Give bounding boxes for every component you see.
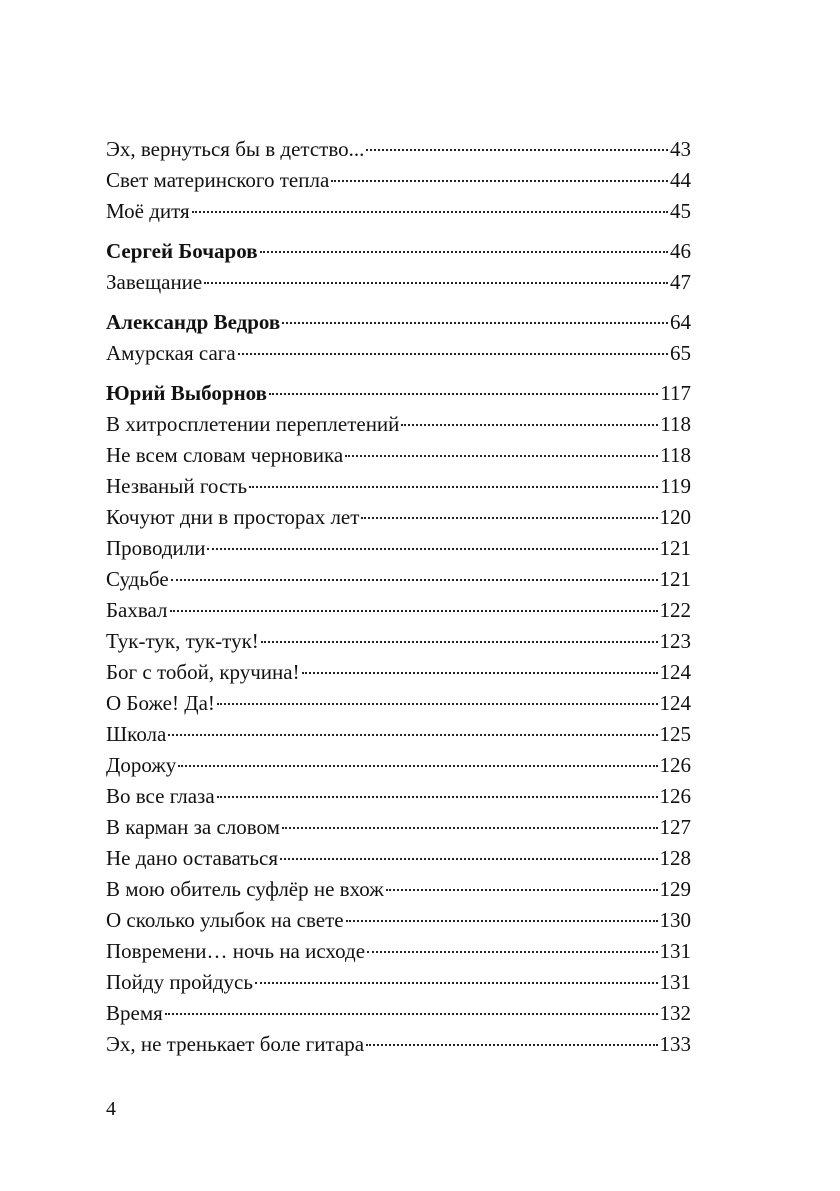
dot-leader: [204, 281, 668, 284]
dot-leader: [178, 764, 657, 767]
toc-page-number: 44: [670, 168, 691, 192]
toc-entry: [106, 843, 691, 874]
dot-leader: [366, 148, 668, 151]
dot-leader: [238, 352, 668, 355]
toc-page-number: 133: [659, 1032, 691, 1056]
toc-page-number: 117: [660, 381, 691, 405]
toc-entry-title: О сколько улыбок на свете: [106, 908, 344, 932]
toc-entry-title: Бахвал: [106, 598, 168, 622]
toc-entry-title: В мою обитель суфлёр не вхож: [106, 877, 384, 901]
dot-leader: [171, 578, 658, 581]
toc-entry: [106, 998, 691, 1029]
toc-entry: [106, 750, 691, 781]
toc-author-name: Сергей Бочаров: [106, 239, 258, 263]
toc-page-number: 124: [659, 660, 691, 684]
toc-entry: [106, 1029, 691, 1060]
toc-page-number: 131: [659, 970, 691, 994]
toc-entry: [106, 134, 691, 165]
dot-leader: [282, 826, 658, 829]
toc-page-number: 65: [670, 341, 691, 365]
dot-leader: [217, 702, 658, 705]
toc-entry-title: Не дано оставаться: [106, 846, 278, 870]
dot-leader: [386, 888, 658, 891]
toc-entry: [106, 595, 691, 626]
toc-entry-title: Проводили: [106, 536, 206, 560]
dot-leader: [165, 1012, 658, 1015]
toc-page-number: 127: [659, 815, 691, 839]
toc-entry: [106, 564, 691, 595]
dot-leader: [282, 321, 668, 324]
dot-leader: [249, 485, 658, 488]
toc-entry: [106, 440, 691, 471]
dot-leader: [302, 671, 658, 674]
toc-entry: [106, 533, 691, 564]
dot-leader: [401, 423, 658, 426]
toc-entry: [106, 338, 691, 369]
toc-page-number: 45: [670, 199, 691, 223]
toc-author-name: Юрий Выборнов: [106, 381, 267, 405]
toc-entry: [106, 196, 691, 227]
dot-leader: [217, 795, 658, 798]
dot-leader: [280, 857, 658, 860]
toc-entry: [106, 688, 691, 719]
dot-leader: [346, 919, 658, 922]
toc-page-number: 129: [659, 877, 691, 901]
dot-leader: [260, 250, 668, 253]
toc-entry: [106, 781, 691, 812]
toc-entry: [106, 657, 691, 688]
toc-page-number: 46: [670, 239, 691, 263]
toc-entry-title: В хитросплетении переплетений: [106, 412, 400, 436]
toc-entry: [106, 626, 691, 657]
toc-page-number: 120: [659, 505, 691, 529]
toc-page-number: 130: [659, 908, 691, 932]
toc-page-number: 47: [670, 270, 691, 294]
toc-entry: [106, 267, 691, 298]
toc-entry-title: Тук-тук, тук-тук!: [106, 629, 259, 653]
dot-leader: [331, 179, 668, 182]
toc-entry: [106, 165, 691, 196]
toc-entry: [106, 936, 691, 967]
dot-leader: [255, 981, 658, 984]
toc-entry-title: Моё дитя: [106, 199, 190, 223]
toc-page-number: 131: [659, 939, 691, 963]
toc-entry: [106, 812, 691, 843]
toc-entry-title: Эх, не тренькает боле гитара: [106, 1032, 365, 1056]
toc-page-number: 121: [659, 567, 691, 591]
toc-page-number: 43: [670, 137, 691, 161]
toc-page-number: 128: [659, 846, 691, 870]
toc-page-number: 132: [659, 1001, 691, 1025]
toc-page-number: 118: [660, 443, 691, 467]
toc-entry: [106, 409, 691, 440]
toc-entry-title: Бог с тобой, кручина!: [106, 660, 300, 684]
toc-entry-title: Судьбе: [106, 567, 169, 591]
toc-entry-title: Свет материнского тепла: [106, 168, 330, 192]
toc-page-number: 64: [670, 310, 691, 334]
toc-entry: [106, 967, 691, 998]
dot-leader: [367, 950, 657, 953]
toc-entry: [106, 719, 691, 750]
toc-entry-title: Завещание: [106, 270, 203, 294]
toc-entry-title: Повремени… ночь на исходе: [106, 939, 366, 963]
toc-page-number: 122: [659, 598, 691, 622]
toc-entry-title: Время: [106, 1001, 163, 1025]
dot-leader: [170, 609, 658, 612]
dot-leader: [261, 640, 658, 643]
toc-entry-title: О Боже! Да!: [106, 691, 215, 715]
toc-page-number: 123: [659, 629, 691, 653]
dot-leader: [269, 392, 658, 395]
toc-entry-title: Эх, вернуться бы в детство...: [106, 137, 365, 161]
toc-entry: [106, 471, 691, 502]
page-number: 4: [106, 1098, 116, 1120]
toc-entry-title: Незваный гость: [106, 474, 248, 498]
toc-author-name: Александр Ведров: [106, 310, 281, 334]
toc-page-number: 126: [659, 753, 691, 777]
toc-page-number: 125: [659, 722, 691, 746]
toc-entry-title: Кочуют дни в просторах лет: [106, 505, 360, 529]
dot-leader: [207, 547, 657, 550]
toc-author-entry: [106, 378, 691, 409]
toc-page-number: 124: [659, 691, 691, 715]
dot-leader: [345, 454, 658, 457]
toc-page-number: 126: [659, 784, 691, 808]
dot-leader: [361, 516, 657, 519]
toc-entry-title: В карман за словом: [106, 815, 280, 839]
dot-leader: [168, 733, 657, 736]
toc-page-number: 121: [659, 536, 691, 560]
toc-author-entry: [106, 236, 691, 267]
table-of-contents: [106, 134, 691, 1060]
toc-entry-title: Школа: [106, 722, 167, 746]
toc-entry-title: Амурская сага: [106, 341, 236, 365]
toc-entry-title: Дорожу: [106, 753, 177, 777]
toc-entry: [106, 905, 691, 936]
toc-entry-title: Во все глаза: [106, 784, 215, 808]
toc-entry: [106, 874, 691, 905]
toc-entry: [106, 502, 691, 533]
toc-entry-title: Не всем словам черновика: [106, 443, 344, 467]
dot-leader: [192, 210, 668, 213]
toc-page-number: 118: [660, 412, 691, 436]
dot-leader: [366, 1043, 657, 1046]
toc-page-number: 119: [660, 474, 691, 498]
toc-author-entry: [106, 307, 691, 338]
toc-entry-title: Пойду пройдусь: [106, 970, 253, 994]
